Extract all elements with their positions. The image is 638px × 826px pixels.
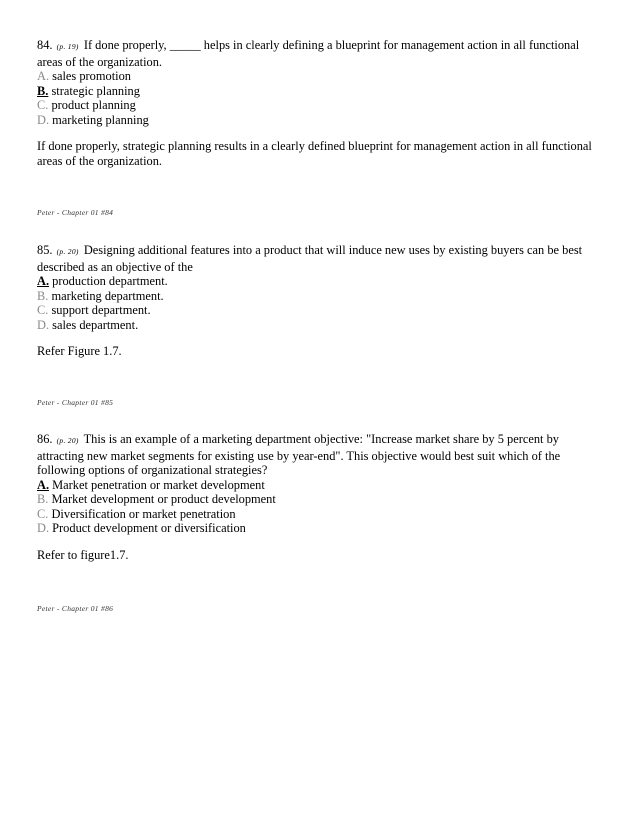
option-letter: D. <box>37 521 50 536</box>
option-letter: C. <box>37 98 49 113</box>
option-letter-correct: A. <box>37 274 50 289</box>
option-c <box>37 507 603 522</box>
option-b <box>37 289 603 304</box>
question-number: 84. <box>37 38 53 52</box>
option-d <box>37 113 603 128</box>
explanation: Refer to figure1.7. <box>37 547 129 562</box>
option-text: marketing planning <box>52 112 149 127</box>
option-b <box>37 492 603 507</box>
option-d <box>37 318 603 333</box>
option-c <box>37 98 603 113</box>
option-a <box>37 478 603 493</box>
source-reference: Peter - Chapter 01 #86 <box>37 604 114 613</box>
option-text: sales promotion <box>52 69 131 84</box>
option-letter-correct: A. <box>37 477 50 492</box>
option-letter: C. <box>37 506 49 521</box>
option-letter: B. <box>37 492 49 507</box>
question-stem <box>37 243 603 274</box>
question-84 <box>37 38 603 168</box>
option-letter: D. <box>37 112 50 127</box>
option-b <box>37 84 603 99</box>
explanation: If done properly, strategic planning results in a clearly defined blueprint for management action in all functional areas of the organization. <box>37 139 592 168</box>
option-letter: A. <box>37 69 50 84</box>
question-number: 86. <box>37 432 53 446</box>
option-text: strategic planning <box>51 83 140 98</box>
option-a <box>37 69 603 84</box>
question-text: Designing additional features into a product that will induce new uses by existing buyers can be best described as an objective of the <box>37 243 583 274</box>
source-reference: Peter - Chapter 01 #85 <box>37 398 114 407</box>
option-text: support department. <box>51 303 151 318</box>
option-letter: B. <box>37 288 49 303</box>
option-letter-correct: B. <box>37 83 49 98</box>
option-text: marketing department. <box>51 288 164 303</box>
option-c <box>37 303 603 318</box>
page-reference: (p. 19) <box>56 42 79 51</box>
question-stem <box>37 432 603 478</box>
question-number: 85. <box>37 243 53 257</box>
question-stem <box>37 38 603 69</box>
question-text: If done properly, _____ helps in clearly defining a blueprint for management action in all functional areas of the organization. <box>37 38 580 69</box>
option-text: production department. <box>52 274 168 289</box>
option-text: Market development or product development <box>51 492 276 507</box>
option-letter: C. <box>37 303 49 318</box>
option-text: product planning <box>51 98 136 113</box>
option-a <box>37 274 603 289</box>
option-text: sales department. <box>52 317 139 332</box>
option-text: Diversification or market penetration <box>51 506 236 521</box>
question-85 <box>37 243 603 359</box>
option-d <box>37 521 603 536</box>
option-letter: D. <box>37 317 50 332</box>
question-text: This is an example of a marketing department objective: "Increase market share by 5 percent by attracting new market segments for existing use by year-end". This objective would best suit which of the following options of organizational strategies? <box>37 432 561 478</box>
option-text: Product development or diversification <box>52 521 246 536</box>
explanation: Refer Figure 1.7. <box>37 344 122 359</box>
question-86 <box>37 432 603 562</box>
option-text: Market penetration or market development <box>52 477 265 492</box>
page-reference: (p. 20) <box>56 436 79 445</box>
page-reference: (p. 20) <box>56 247 79 256</box>
source-reference: Peter - Chapter 01 #84 <box>37 208 114 217</box>
